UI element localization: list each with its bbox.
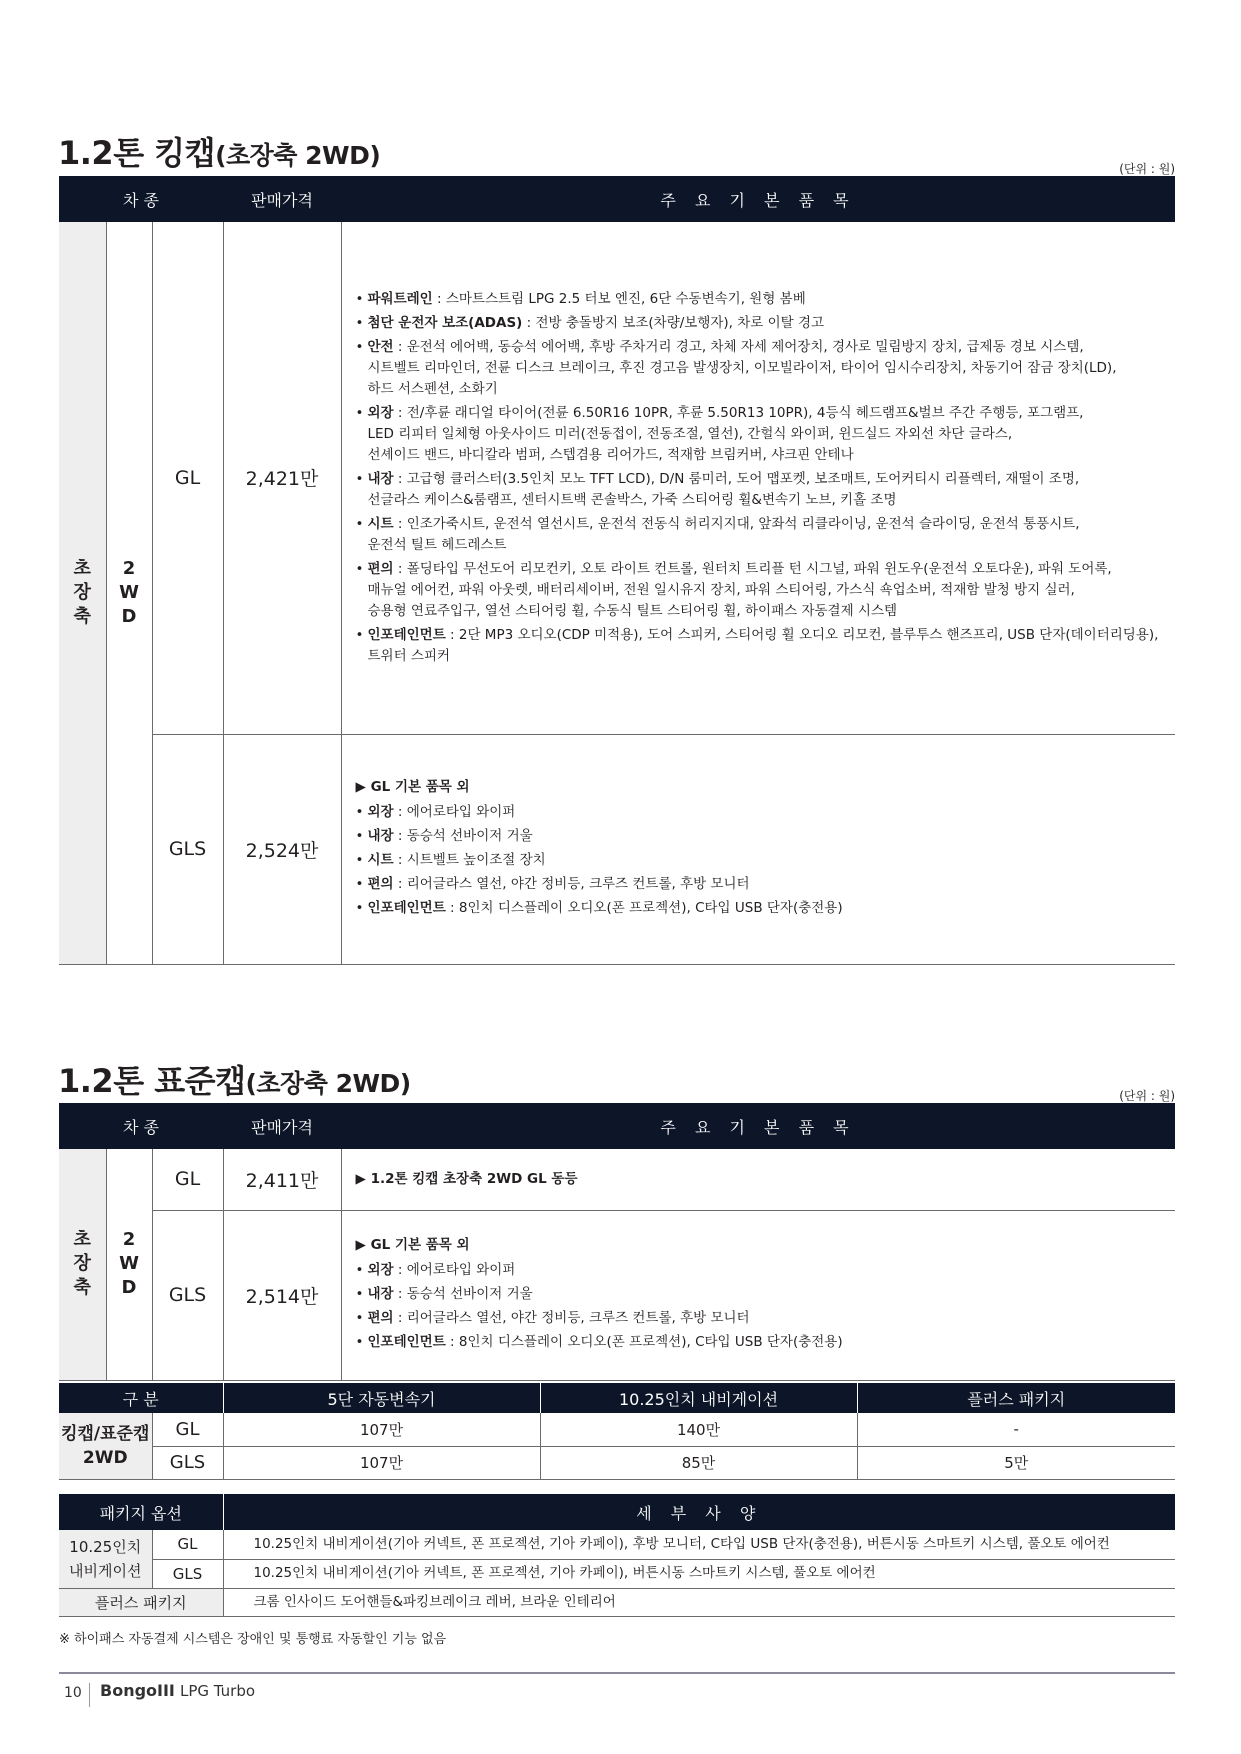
section1-title-sub: (초장축 2WD) — [215, 141, 381, 170]
package-group-navigation: 10.25인치 내비게이션 — [59, 1530, 152, 1588]
feature-item: • 외장 : 에어로타입 와이퍼 — [355, 1261, 516, 1278]
feature-key: 내장 — [367, 1285, 394, 1302]
footer-divider — [89, 1683, 90, 1707]
section2-table — [59, 1103, 1175, 1381]
feature-text: : 시트벨트 높이조절 장치 — [393, 851, 546, 868]
section1-header-items: 주 요 기 본 품 목 — [341, 176, 1175, 222]
footer-rule — [59, 1672, 1175, 1674]
feature-text: : 에어로타입 와이퍼 — [393, 1261, 516, 1278]
package-header-option: 패키지 옵션 — [59, 1494, 223, 1530]
price-gl: 2,411만 — [223, 1149, 341, 1210]
section1-title — [58, 128, 380, 174]
feature-item: • 파워트레인 : 스마트스트림 LPG 2.5 터보 엔진, 6단 수동변속기, 원형 봄베 — [355, 290, 806, 307]
options-gls-navigation: 85만 — [540, 1446, 857, 1479]
feature-text: : 동승석 선바이저 거울 — [393, 1285, 533, 1302]
section2-header-price: 판매가격 — [223, 1103, 341, 1149]
feature-key: 인포테인먼트 — [367, 1333, 446, 1350]
feature-text: : 리어글라스 열선, 야간 정비등, 크루즈 컨트롤, 후방 모니터 — [393, 1309, 750, 1326]
items-lead: ▶ GL 기본 품목 외 — [355, 778, 470, 795]
feature-item: • 인포테인먼트 : 8인치 디스플레이 오디오(폰 프로젝션), C타입 USB 단자(충전용) — [355, 899, 843, 916]
package-detail-gl: 10.25인치 내비게이션(기아 커넥트, 폰 프로젝션, 기아 카페이), 후방 모니터, C타입 USB 단자(충전용), 버튼시동 스마트키 시스템, 풀오토 에어컨 — [223, 1530, 1175, 1559]
package-detail-plus: 크롬 인사이드 도어핸들&파킹브레이크 레버, 브라운 인테리어 — [223, 1588, 1175, 1616]
footer-brand — [100, 1681, 255, 1700]
feature-item: • 편의 : 리어글라스 열선, 야간 정비등, 크루즈 컨트롤, 후방 모니터 — [355, 1309, 750, 1326]
feature-text: : 전/후륜 래디얼 타이어(전륜 6.50R16 10PR, 후륜 5.50R13 10PR), 4등식 헤드램프&벌브 주간 주행등, 포그램프, — [393, 404, 1084, 421]
package-table — [59, 1494, 1175, 1617]
items-lead: ▶ GL 기본 품목 외 — [355, 1236, 470, 1253]
package-detail-gls: 10.25인치 내비게이션(기아 커넥트, 폰 프로젝션, 기아 카페이), 버튼시동 스마트키 시스템, 풀오토 에어컨 — [223, 1559, 1175, 1588]
items-gls — [341, 1210, 1175, 1380]
options-gl-transmission: 107만 — [223, 1413, 540, 1446]
feature-text: 하드 서스펜션, 소화기 — [367, 380, 498, 397]
footer-brand-name: BongoIII — [100, 1681, 175, 1700]
options-header-group: 구 분 — [59, 1383, 223, 1413]
options-gls-plus-package: 5만 — [857, 1446, 1175, 1479]
price-gl: 2,421만 — [223, 222, 341, 734]
feature-text: : 고급형 클러스터(3.5인치 모노 TFT LCD), D/N 룸미러, 도어 맵포켓, 보조매트, 도어커티시 리플렉터, 재떨이 조명, — [393, 470, 1080, 487]
section2-header-vehicle: 차 종 — [59, 1103, 223, 1149]
feature-key: 편의 — [367, 1309, 394, 1326]
options-header-transmission: 5단 자동변속기 — [223, 1383, 540, 1413]
section1-header-price: 판매가격 — [223, 176, 341, 222]
feature-key: 내장 — [367, 470, 394, 487]
trim-gls: GLS — [152, 734, 223, 964]
feature-text: 트위터 스피커 — [367, 647, 451, 664]
feature-text: : 폴딩타입 무선도어 리모컨키, 오토 라이트 컨트롤, 원터치 트리플 턴 시그널, 파워 윈도우(운전석 오토다운), 파워 도어록, — [393, 560, 1112, 577]
feature-key: 시트 — [367, 851, 394, 868]
feature-text: : 8인치 디스플레이 오디오(폰 프로젝션), C타입 USB 단자(충전용) — [445, 1333, 843, 1350]
feature-item: • 편의 : 폴딩타입 무선도어 리모컨키, 오토 라이트 컨트롤, 원터치 트리플 턴 시그널, 파워 윈도우(운전석 오토다운), 파워 도어록, 매뉴얼 에어컨, 파워 아웃렛, 배터리세이버, 전원 일시유지 장치, 파워 스티어링, 가스식 쇽업소버, 적재함 발청 방지 실러, 승용형 연료주입구, 열선 스티어링 휠, 수동식 틸트 스티어링 휠, 하이패스 자동결제 시스템 — [356, 559, 1176, 622]
feature-item: • 외장 : 에어로타입 와이퍼 — [355, 803, 516, 820]
feature-text: : 8인치 디스플레이 오디오(폰 프로젝션), C타입 USB 단자(충전용) — [445, 899, 843, 916]
package-header-detail: 세 부 사 양 — [223, 1494, 1175, 1530]
feature-text: : 동승석 선바이저 거울 — [393, 827, 533, 844]
price-gls: 2,524만 — [223, 734, 341, 964]
feature-text: : 인조가죽시트, 운전석 열선시트, 운전석 전동식 허리지지대, 앞좌석 리클라이닝, 운전석 슬라이딩, 운전석 통풍시트, — [393, 515, 1080, 532]
feature-item: • 시트 : 시트벨트 높이조절 장치 — [355, 851, 546, 868]
items-lead: ▶ 1.2톤 킹캡 초장축 2WD GL 동등 — [355, 1170, 578, 1187]
feature-key: 인포테인먼트 — [367, 626, 446, 643]
options-group-label: 킹캡/표준캡 2WD — [59, 1413, 152, 1479]
feature-key: 내장 — [367, 827, 394, 844]
section1-drive-label: 2 W D — [106, 222, 152, 964]
feature-key: 첨단 운전자 보조(ADAS) — [367, 314, 523, 331]
section2-drive-label: 2 W D — [106, 1149, 152, 1380]
package-trim-gl: GL — [152, 1530, 223, 1559]
footnote: ※ 하이패스 자동결제 시스템은 장애인 및 통행료 자동할인 기능 없음 — [59, 1632, 447, 1647]
feature-item: • 시트 : 인조가죽시트, 운전석 열선시트, 운전석 전동식 허리지지대, 앞좌석 리클라이닝, 운전석 슬라이딩, 운전석 통풍시트, 운전석 틸트 헤드레스트 — [356, 514, 1176, 556]
section1-unit: (단위 : 원) — [1119, 162, 1175, 176]
options-gl-navigation: 140만 — [540, 1413, 857, 1446]
feature-key: 외장 — [367, 1261, 394, 1278]
feature-item: • 외장 : 전/후륜 래디얼 타이어(전륜 6.50R16 10PR, 후륜 5.50R13 10PR), 4등식 헤드램프&벌브 주간 주행등, 포그램프, LED 리피터 일체형 아웃사이드 미러(전동접이, 전동조절, 열선), 간헐식 와이퍼, 윈드실드 자외선 차단 글라스, 선셰이드 밴드, 바디칼라 범퍼, 스텝겸용 리어가드, 적재함 브림커버, 샤크핀 안테나 — [356, 403, 1176, 466]
footer-model: LPG Turbo — [179, 1682, 256, 1700]
feature-text: : 2단 MP3 오디오(CDP 미적용), 도어 스피커, 스티어링 휠 오디오 리모컨, 블루투스 핸즈프리, USB 단자(데이터리딩용), — [445, 626, 1159, 643]
feature-text: : 스마트스트림 LPG 2.5 터보 엔진, 6단 수동변속기, 원형 봄베 — [432, 290, 806, 307]
items-gl — [341, 1149, 1175, 1210]
feature-item: • 인포테인먼트 : 2단 MP3 오디오(CDP 미적용), 도어 스피커, 스티어링 휠 오디오 리모컨, 블루투스 핸즈프리, USB 단자(데이터리딩용), 트위터 스피커 — [356, 625, 1176, 667]
section2-title — [58, 1056, 411, 1102]
trim-gl: GL — [152, 1149, 223, 1210]
feature-key: 외장 — [367, 803, 394, 820]
items-gl — [341, 222, 1175, 734]
package-trim-gls: GLS — [152, 1559, 223, 1588]
feature-text: LED 리피터 일체형 아웃사이드 미러(전동접이, 전동조절, 열선), 간헐식 와이퍼, 윈드실드 자외선 차단 글라스, — [367, 425, 1013, 442]
options-table — [59, 1383, 1175, 1480]
feature-key: 인포테인먼트 — [367, 899, 446, 916]
section2-header-items: 주 요 기 본 품 목 — [341, 1103, 1175, 1149]
feature-text: : 전방 충돌방지 보조(차량/보행자), 차로 이탈 경고 — [522, 314, 825, 331]
options-trim-gl: GL — [152, 1413, 223, 1446]
options-header-plus-package: 플러스 패키지 — [857, 1383, 1175, 1413]
feature-item: • 편의 : 리어글라스 열선, 야간 정비등, 크루즈 컨트롤, 후방 모니터 — [355, 875, 750, 892]
options-gl-plus-package: - — [857, 1413, 1175, 1446]
feature-key: 시트 — [367, 515, 394, 532]
feature-text: : 에어로타입 와이퍼 — [393, 803, 516, 820]
section1-header-vehicle: 차 종 — [59, 176, 223, 222]
section1-group-label: 초 장 축 — [59, 222, 106, 964]
feature-key: 파워트레인 — [367, 290, 433, 307]
section2-title-sub: (초장축 2WD) — [245, 1069, 411, 1098]
feature-text: 승용형 연료주입구, 열선 스티어링 휠, 수동식 틸트 스티어링 휠, 하이패스 자동결제 시스템 — [367, 602, 898, 619]
feature-item: • 안전 : 운전석 에어백, 동승석 에어백, 후방 주차거리 경고, 차체 자세 제어장치, 경사로 밀림방지 장치, 급제동 경보 시스템, 시트벨트 리마인더, 전륜 디스크 브레이크, 후진 경고음 발생장치, 이모빌라이저, 타이어 임시수리장치, 차동기어 잠금 장치(LD), 하드 서스펜션, 소화기 — [356, 337, 1176, 400]
feature-key: 안전 — [367, 338, 394, 355]
feature-text: 선셰이드 밴드, 바디칼라 범퍼, 스텝겸용 리어가드, 적재함 브림커버, 샤크핀 안테나 — [367, 446, 854, 463]
feature-text: 운전석 틸트 헤드레스트 — [367, 536, 507, 553]
feature-text: : 운전석 에어백, 동승석 에어백, 후방 주차거리 경고, 차체 자세 제어장치, 경사로 밀림방지 장치, 급제동 경보 시스템, — [393, 338, 1084, 355]
package-group-plus: 플러스 패키지 — [59, 1588, 223, 1616]
feature-key: 외장 — [367, 404, 394, 421]
options-header-navigation: 10.25인치 내비게이션 — [540, 1383, 857, 1413]
feature-item: • 내장 : 동승석 선바이저 거울 — [355, 1285, 533, 1302]
items-gls — [341, 734, 1175, 964]
feature-text: 매뉴얼 에어컨, 파워 아웃렛, 배터리세이버, 전원 일시유지 장치, 파워 스티어링, 가스식 쇽업소버, 적재함 발청 방지 실러, — [367, 581, 1075, 598]
trim-gl: GL — [152, 222, 223, 734]
feature-text: 선글라스 케이스&룸램프, 센터시트백 콘솔박스, 가죽 스티어링 휠&변속기 노브, 키홀 조명 — [367, 491, 897, 508]
trim-gls: GLS — [152, 1210, 223, 1380]
section2-unit: (단위 : 원) — [1119, 1089, 1175, 1103]
feature-text: 시트벨트 리마인더, 전륜 디스크 브레이크, 후진 경고음 발생장치, 이모빌라이저, 타이어 임시수리장치, 차동기어 잠금 장치(LD), — [367, 359, 1117, 376]
section2-title-main: 1.2톤 표준캡 — [58, 1062, 246, 1100]
feature-item: • 내장 : 고급형 클러스터(3.5인치 모노 TFT LCD), D/N 룸미러, 도어 맵포켓, 보조매트, 도어커티시 리플렉터, 재떨이 조명, 선글라스 케이스&룸램프, 센터시트백 콘솔박스, 가죽 스티어링 휠&변속기 노브, 키홀 조명 — [356, 469, 1176, 511]
options-trim-gls: GLS — [152, 1446, 223, 1479]
feature-text: : 리어글라스 열선, 야간 정비등, 크루즈 컨트롤, 후방 모니터 — [393, 875, 750, 892]
feature-item: • 인포테인먼트 : 8인치 디스플레이 오디오(폰 프로젝션), C타입 USB 단자(충전용) — [355, 1333, 843, 1350]
feature-key: 편의 — [367, 560, 394, 577]
feature-item: • 내장 : 동승석 선바이저 거울 — [355, 827, 533, 844]
price-gls: 2,514만 — [223, 1210, 341, 1380]
feature-item: • 첨단 운전자 보조(ADAS) : 전방 충돌방지 보조(차량/보행자), 차로 이탈 경고 — [355, 314, 825, 331]
feature-key: 편의 — [367, 875, 394, 892]
options-gls-transmission: 107만 — [223, 1446, 540, 1479]
section1-title-main: 1.2톤 킹캡 — [58, 134, 216, 172]
page-number: 10 — [64, 1685, 82, 1701]
section1-table — [59, 176, 1175, 965]
section2-group-label: 초 장 축 — [59, 1149, 106, 1380]
